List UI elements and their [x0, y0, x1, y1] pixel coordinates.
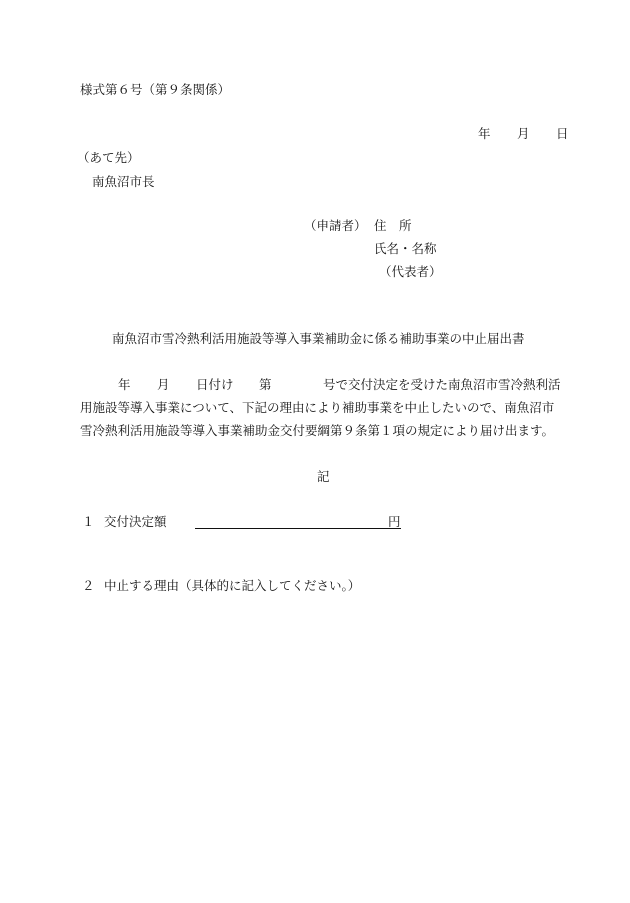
item-1-label: 交付決定額	[104, 514, 167, 529]
recipient-label: （あて先）	[77, 150, 140, 165]
item-2-number: ２	[82, 578, 95, 593]
date-month: 月	[517, 126, 530, 141]
item-2-label: 中止する理由（具体的に記入してください。）	[104, 578, 361, 593]
name-label: 氏名・名称	[374, 241, 437, 256]
address-label: 住 所	[374, 218, 412, 233]
body-line-2: 用施設等導入事業について、下記の理由により補助事業を中止したいので、南魚沼市	[80, 400, 555, 415]
date-year: 年	[478, 126, 491, 141]
representative-label: （代表者）	[379, 264, 442, 279]
date-day: 日	[556, 126, 569, 141]
recipient-name: 南魚沼市長	[92, 174, 155, 189]
amount-unit: 円	[388, 514, 401, 529]
body-year-label: 年	[118, 377, 131, 392]
form-number: 様式第６号（第９条関係）	[80, 82, 231, 97]
body-month-label: 月	[157, 377, 170, 392]
item-1-number: １	[82, 514, 95, 529]
body-line-3: 雪冷熱利活用施設等導入事業補助金交付要綱第９条第１項の規定により届け出ます。	[80, 423, 555, 438]
body-line-1-rest: 号で交付決定を受けた南魚沼市雪冷熱利活	[323, 377, 561, 392]
ki-heading: 記	[317, 469, 330, 484]
document-title: 南魚沼市雪冷熱利活用施設等導入事業補助金に係る補助事業の中止届出書	[112, 331, 525, 346]
body-date-label: 日付け	[196, 377, 234, 392]
applicant-label: （申請者）	[304, 218, 367, 233]
body-number-label: 第	[259, 377, 272, 392]
grant-amount-field[interactable]	[195, 513, 401, 529]
